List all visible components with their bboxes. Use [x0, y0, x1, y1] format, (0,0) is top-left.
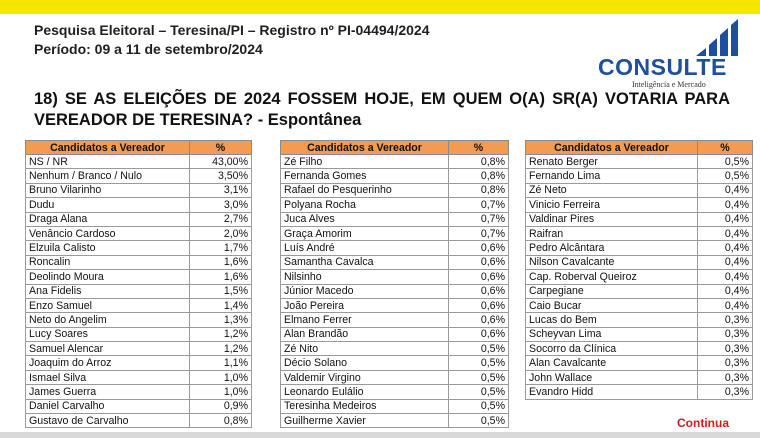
- candidate-name: NS / NR: [26, 155, 190, 169]
- bottom-gray-bar: [0, 432, 760, 438]
- table-row: [26, 183, 252, 197]
- table-row: [526, 169, 753, 183]
- candidate-percent: 0,5%: [449, 342, 509, 356]
- consulte-logo: [596, 18, 741, 90]
- table-row: [26, 298, 252, 312]
- candidate-percent: 0,6%: [449, 298, 509, 312]
- candidate-percent: 0,6%: [449, 313, 509, 327]
- table-row: [281, 270, 509, 284]
- table-row: [26, 342, 252, 356]
- table-row: [281, 370, 509, 384]
- candidate-percent: 3,50%: [190, 169, 252, 183]
- table-row: [281, 155, 509, 169]
- column-header-candidates: Candidatos a Vereador: [526, 141, 698, 155]
- candidate-name: Dudu: [26, 198, 190, 212]
- candidate-name: Alan Brandão: [281, 327, 449, 341]
- candidate-name: James Guerra: [26, 385, 190, 399]
- table-row: [526, 270, 753, 284]
- candidate-percent: 0,6%: [449, 270, 509, 284]
- candidate-name: Evandro Hidd: [526, 385, 698, 399]
- table-row: [526, 155, 753, 169]
- candidate-percent: 0,4%: [698, 226, 753, 240]
- table-row: [26, 414, 252, 428]
- candidate-name: Ismael Silva: [26, 370, 190, 384]
- question-line-1: 18) SE AS ELEIÇÕES DE 2024 FOSSEM HOJE, EM QUEM O(A) SR(A) VOTARIA PARA: [34, 90, 730, 108]
- table-body: [526, 155, 753, 400]
- table-row: [526, 198, 753, 212]
- candidate-name: Caio Bucar: [526, 298, 698, 312]
- candidates-table-1: [25, 140, 252, 428]
- table-row: [526, 255, 753, 269]
- candidate-name: Draga Alana: [26, 212, 190, 226]
- table-row: [26, 255, 252, 269]
- candidate-name: Nenhum / Branco / Nulo: [26, 169, 190, 183]
- candidate-name: Décio Solano: [281, 356, 449, 370]
- table-row: [26, 385, 252, 399]
- candidate-percent: 0,6%: [449, 255, 509, 269]
- column-header-candidates: Candidatos a Vereador: [281, 141, 449, 155]
- table-row: [26, 241, 252, 255]
- table-row: [26, 212, 252, 226]
- candidate-name: Zé Filho: [281, 155, 449, 169]
- candidate-name: Raifran: [526, 226, 698, 240]
- candidate-percent: 3,0%: [190, 198, 252, 212]
- table-row: [526, 313, 753, 327]
- table-row: [281, 356, 509, 370]
- candidate-name: Gustavo de Carvalho: [26, 414, 190, 428]
- candidate-percent: 0,3%: [698, 313, 753, 327]
- candidate-percent: 1,6%: [190, 270, 252, 284]
- candidate-name: Renato Berger: [526, 155, 698, 169]
- candidate-name: Lucy Soares: [26, 327, 190, 341]
- candidate-percent: 0,4%: [698, 198, 753, 212]
- candidate-name: Ana Fidelis: [26, 284, 190, 298]
- candidate-percent: 0,4%: [698, 255, 753, 269]
- table-row: [281, 198, 509, 212]
- table-row: [281, 284, 509, 298]
- table-row: [26, 284, 252, 298]
- continua-label: Continua: [677, 416, 729, 430]
- candidates-table-2: [280, 140, 509, 428]
- candidate-name: Rafael do Pesquerinho: [281, 183, 449, 197]
- candidate-name: Vinicio Ferreira: [526, 198, 698, 212]
- candidate-name: Roncalin: [26, 255, 190, 269]
- candidate-percent: 1,0%: [190, 385, 252, 399]
- candidate-percent: 0,4%: [698, 284, 753, 298]
- candidate-percent: 0,8%: [449, 183, 509, 197]
- candidate-percent: 0,3%: [698, 370, 753, 384]
- candidate-name: Nilsinho: [281, 270, 449, 284]
- table-row: [281, 342, 509, 356]
- candidate-name: Enzo Samuel: [26, 298, 190, 312]
- question-text: [34, 89, 730, 131]
- candidate-name: Nilson Cavalcante: [526, 255, 698, 269]
- candidate-name: Leonardo Eulálio: [281, 385, 449, 399]
- candidate-percent: 0,3%: [698, 385, 753, 399]
- candidate-name: Luís André: [281, 241, 449, 255]
- column-header-percent: %: [190, 141, 252, 155]
- candidate-name: Neto do Angelim: [26, 313, 190, 327]
- candidate-percent: 1,2%: [190, 342, 252, 356]
- candidate-percent: 0,5%: [698, 155, 753, 169]
- column-header-candidates: Candidatos a Vereador: [26, 141, 190, 155]
- table-row: [26, 198, 252, 212]
- candidate-name: Elzuila Calisto: [26, 241, 190, 255]
- table-row: [526, 183, 753, 197]
- candidate-name: Fernanda Gomes: [281, 169, 449, 183]
- candidate-percent: 1,0%: [190, 370, 252, 384]
- candidate-percent: 0,3%: [698, 327, 753, 341]
- table-row: [26, 370, 252, 384]
- logo-tagline: Inteligência e Mercado: [632, 80, 706, 89]
- candidate-name: Daniel Carvalho: [26, 399, 190, 413]
- candidate-percent: 0,4%: [698, 183, 753, 197]
- candidate-name: João Pereira: [281, 298, 449, 312]
- candidate-percent: 1,4%: [190, 298, 252, 312]
- candidate-name: Valdemir Virgino: [281, 370, 449, 384]
- table-row: [26, 270, 252, 284]
- candidate-name: Bruno Vilarinho: [26, 183, 190, 197]
- table-row: [281, 212, 509, 226]
- table-row: [281, 414, 509, 428]
- table-row: [526, 385, 753, 399]
- table-row: [281, 327, 509, 341]
- candidate-percent: 0,8%: [449, 155, 509, 169]
- survey-registration-line: Pesquisa Eleitoral – Teresina/PI – Registro nº PI-04494/2024: [34, 22, 430, 38]
- candidate-percent: 0,3%: [698, 356, 753, 370]
- table-body: [26, 155, 252, 428]
- candidate-percent: 0,6%: [449, 241, 509, 255]
- candidate-percent: 0,7%: [449, 198, 509, 212]
- candidate-percent: 3,1%: [190, 183, 252, 197]
- candidate-name: Venâncio Cardoso: [26, 226, 190, 240]
- candidate-name: Teresinha Medeiros: [281, 399, 449, 413]
- candidate-percent: 1,6%: [190, 255, 252, 269]
- table-row: [281, 226, 509, 240]
- candidate-percent: 0,3%: [698, 342, 753, 356]
- candidate-percent: 1,1%: [190, 356, 252, 370]
- table-row: [281, 385, 509, 399]
- top-yellow-bar: [0, 0, 760, 14]
- table-row: [281, 183, 509, 197]
- candidate-percent: 1,2%: [190, 327, 252, 341]
- candidate-percent: 0,6%: [449, 327, 509, 341]
- candidate-percent: 0,5%: [449, 385, 509, 399]
- candidate-percent: 0,5%: [449, 370, 509, 384]
- candidates-table-3: [525, 140, 753, 400]
- candidate-percent: 0,5%: [449, 356, 509, 370]
- table-row: [26, 155, 252, 169]
- table-row: [526, 356, 753, 370]
- candidate-percent: 0,4%: [698, 270, 753, 284]
- table-row: [281, 298, 509, 312]
- table-row: [526, 241, 753, 255]
- column-header-percent: %: [698, 141, 753, 155]
- candidate-name: Lucas do Bem: [526, 313, 698, 327]
- candidate-name: Zé Neto: [526, 183, 698, 197]
- candidate-name: Cap. Roberval Queiroz: [526, 270, 698, 284]
- candidate-percent: 0,5%: [698, 169, 753, 183]
- candidate-name: Juca Alves: [281, 212, 449, 226]
- candidate-percent: 0,6%: [449, 284, 509, 298]
- candidate-percent: 0,5%: [449, 399, 509, 413]
- candidate-percent: 1,7%: [190, 241, 252, 255]
- table-row: [526, 284, 753, 298]
- candidate-percent: 0,7%: [449, 226, 509, 240]
- candidate-percent: 1,5%: [190, 284, 252, 298]
- bar-chart-logo-icon: [596, 18, 741, 58]
- table-row: [26, 399, 252, 413]
- table-row: [526, 327, 753, 341]
- candidate-percent: 1,3%: [190, 313, 252, 327]
- candidate-percent: 0,5%: [449, 414, 509, 428]
- table-row: [26, 313, 252, 327]
- candidate-percent: 0,8%: [449, 169, 509, 183]
- candidate-name: Pedro Alcântara: [526, 241, 698, 255]
- candidate-percent: 0,8%: [190, 414, 252, 428]
- candidate-name: Carpegiane: [526, 284, 698, 298]
- table-row: [26, 169, 252, 183]
- candidate-percent: 0,7%: [449, 212, 509, 226]
- table-row: [526, 370, 753, 384]
- question-line-2: VEREADOR DE TERESINA? - Espontânea: [34, 111, 362, 129]
- candidate-percent: 43,00%: [190, 155, 252, 169]
- candidate-percent: 0,4%: [698, 298, 753, 312]
- candidate-percent: 0,9%: [190, 399, 252, 413]
- table-row: [281, 169, 509, 183]
- candidate-name: Alan Cavalcante: [526, 356, 698, 370]
- candidate-name: Zé Nito: [281, 342, 449, 356]
- table-row: [281, 241, 509, 255]
- candidate-name: Júnior Macedo: [281, 284, 449, 298]
- table-row: [526, 298, 753, 312]
- candidate-percent: 0,4%: [698, 212, 753, 226]
- table-body: [281, 155, 509, 428]
- candidate-name: Deolindo Moura: [26, 270, 190, 284]
- candidate-name: Samantha Cavalca: [281, 255, 449, 269]
- candidate-percent: 0,4%: [698, 241, 753, 255]
- table-row: [26, 356, 252, 370]
- candidate-name: Samuel Alencar: [26, 342, 190, 356]
- candidate-name: Socorro da Clínica: [526, 342, 698, 356]
- table-row: [26, 327, 252, 341]
- candidate-name: Graça Amorim: [281, 226, 449, 240]
- candidate-name: Elmano Ferrer: [281, 313, 449, 327]
- candidate-name: Polyana Rocha: [281, 198, 449, 212]
- candidate-name: John Wallace: [526, 370, 698, 384]
- table-row: [281, 255, 509, 269]
- candidate-percent: 2,0%: [190, 226, 252, 240]
- table-row: [26, 226, 252, 240]
- candidate-name: Joaquim do Arroz: [26, 356, 190, 370]
- table-row: [526, 226, 753, 240]
- candidate-name: Fernando Lima: [526, 169, 698, 183]
- table-row: [526, 342, 753, 356]
- survey-period-line: Período: 09 a 11 de setembro/2024: [34, 41, 263, 57]
- column-header-percent: %: [449, 141, 509, 155]
- table-row: [281, 399, 509, 413]
- table-row: [281, 313, 509, 327]
- candidate-name: Valdinar Pires: [526, 212, 698, 226]
- candidate-name: Guilherme Xavier: [281, 414, 449, 428]
- candidate-name: Scheyvan Lima: [526, 327, 698, 341]
- candidate-percent: 2,7%: [190, 212, 252, 226]
- table-row: [526, 212, 753, 226]
- logo-wordmark: CONSULTE: [598, 54, 727, 80]
